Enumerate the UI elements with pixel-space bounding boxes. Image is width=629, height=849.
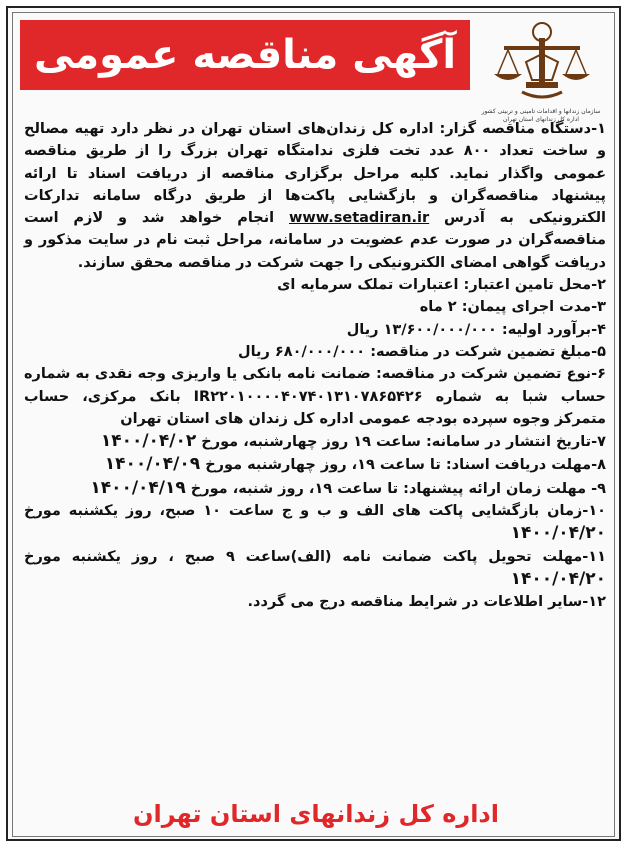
item-10-text: ۱۰-زمان بازگشایی پاکت های الف و ب و ج ساعت ۱۰ صبح، روز یکشنبه مورخ: [24, 503, 607, 520]
item-6-lead: ۶-نوع تضمین شرکت در مناقصه:: [375, 366, 606, 383]
item-8-lead: ۸-مهلت دریافت اسناد:: [445, 457, 606, 474]
organization-caption-line1: سازمان زندانها و اقدامات تامینی و تربیتی کشور: [481, 108, 601, 115]
item-11-text: ۱۱-مهلت تحویل پاکت ضمانت نامه (الف)ساعت ۹ صبح ، روز یکشنبه مورخ: [24, 548, 606, 565]
item-2-text: اعتبارات تملک سرمایه ای: [277, 277, 464, 294]
organization-caption-line2: اداره کل زندانهای استان تهران: [503, 116, 579, 123]
item-7-lead: ۷-تاریخ انتشار در سامانه:: [426, 434, 606, 451]
item-9-lead: ۹- مهلت زمان ارائه پیشنهاد:: [403, 480, 606, 497]
item-9: [24, 477, 606, 500]
item-7-date: ۱۴۰۰/۰۴/۰۲: [100, 431, 197, 452]
justice-scales-emblem-icon: [482, 18, 602, 106]
item-2-lead: ۲-محل تامین اعتبار:: [463, 277, 606, 294]
item-6: [24, 363, 606, 430]
item-6-iban: IR۲۲۰۱۰۰۰۰۴۰۷۴۰۱۳۱۰۷۸۶۵۴۲۶: [193, 388, 423, 405]
item-8-text: تا ساعت ۱۹، روز چهارشنبه مورخ: [200, 457, 446, 474]
item-6-text-b: بانک مرکزی، حساب متمرکز وجوه سپرده بودجه عمومی اداره کل زندان های استان تهران: [24, 388, 606, 427]
item-10: [24, 500, 606, 546]
item-10-date: ۱۴۰۰/۰۴/۲۰: [510, 523, 606, 544]
item-4: [24, 319, 606, 341]
item-3-text: ۲ ماه: [419, 299, 462, 316]
item-4-text: ۱۳/۶۰۰/۰۰۰/۰۰۰ ریال: [346, 321, 502, 338]
item-12: [24, 591, 606, 613]
item-11: [24, 546, 606, 592]
footer-signature: اداره کل زندانهای استان تهران: [133, 800, 499, 828]
notice-body: [24, 118, 606, 614]
item-8-date: ۱۴۰۰/۰۴/۰۹: [104, 454, 201, 475]
item-5: [24, 341, 606, 363]
item-9-date: ۱۴۰۰/۰۴/۱۹: [90, 477, 186, 498]
item-3-lead: ۳-مدت اجرای پیمان:: [461, 299, 606, 316]
item-7: [24, 430, 606, 453]
item-4-lead: ۴-برآورد اولیه:: [501, 321, 606, 338]
item-9-text: تا ساعت ۱۹، روز شنبه، مورخ: [185, 480, 404, 497]
setadiran-link[interactable]: www.setadiran.ir: [288, 210, 430, 227]
item-11-date: ۱۴۰۰/۰۴/۲۰: [510, 568, 606, 589]
item-1-lead: ۱-دستگاه مناقصه گزار:: [439, 121, 606, 137]
item-12-text: ۱۲-سایر اطلاعات در شرایط مناقصه درج می گردد.: [247, 594, 606, 611]
item-5-lead: ۵-مبلغ تضمین شرکت در مناقصه:: [370, 343, 606, 360]
item-1-text-b: انجام خواهد شد و لازم است مناقصه‌گران در صورت عدم عضویت در سامانه، مراحل ثبت نام در سایت مذکور و دریافت گواهی امضای الکترونیکی را جهت شرکت در مناقصه محقق سازند.: [24, 210, 606, 271]
item-6-text-a: ضمانت نامه بانکی یا واریزی وجه نقدی به شماره حساب شبا به شماره: [24, 366, 607, 405]
item-3: [24, 296, 606, 318]
item-5-text: ۶۸۰/۰۰۰/۰۰۰ ریال: [238, 343, 371, 360]
item-1: [24, 118, 606, 274]
notice-banner-title: آگهی مناقصه عمومی: [20, 20, 470, 90]
item-2: [24, 274, 606, 296]
item-7-text: ساعت ۱۹ روز چهارشنبه، مورخ: [196, 434, 426, 451]
item-8: [24, 453, 606, 476]
item-1-text-a: اداره کل زندان‌های استان تهران در نظر دارد تهیه مصالح و ساخت تعداد ۸۰۰ عدد تخت فلزی ندامتگاه تهران بزرگ را از طریق مناقصه عمومی واگذار نماید. کلیه مراحل برگزاری مناقصه از دریافت اسناد تا ارائه پیشنهاد مناقصه‌گران و بازگشایی پاکت‌ها از طریق درگاه سامانه تدارکات الکترونیکی به آدرس: [24, 121, 606, 227]
